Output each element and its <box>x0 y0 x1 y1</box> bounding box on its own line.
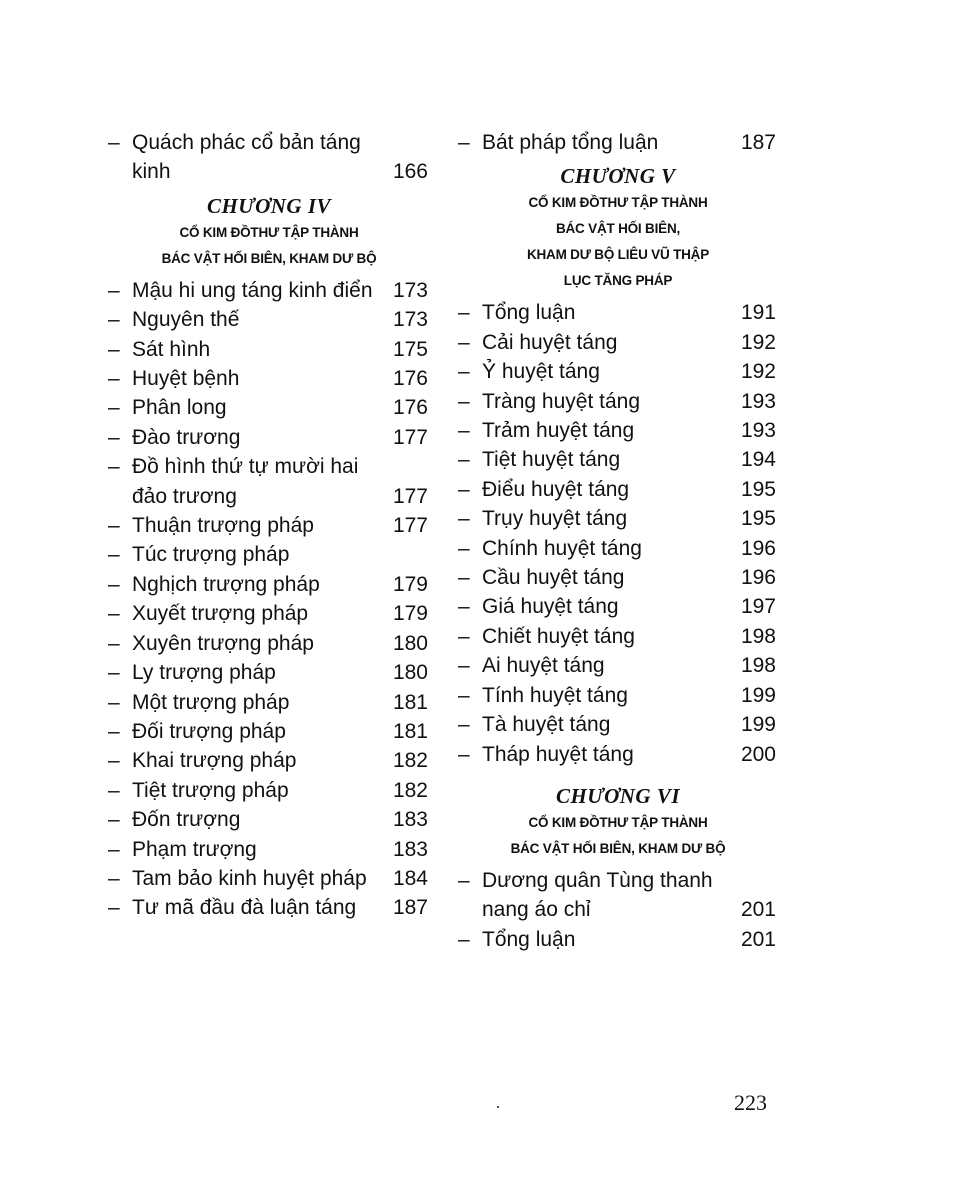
entry-page: 173 <box>392 308 428 332</box>
toc-entry <box>108 511 430 540</box>
entry-page: 176 <box>392 367 428 391</box>
entry-title: Trụy huyệt táng <box>482 507 628 531</box>
toc-entry <box>458 563 778 592</box>
dash: – <box>458 360 470 384</box>
entry-page: 201 <box>740 898 776 922</box>
entry-title: Tam bảo kinh huyệt pháp <box>132 866 367 890</box>
entry-title: Tư mã đầu đà luận táng <box>132 896 357 920</box>
entry-page: 183 <box>392 837 428 861</box>
entry-title: Tính huyệt táng <box>482 683 628 707</box>
dash: – <box>458 566 470 590</box>
toc-entry <box>108 540 430 569</box>
toc-entry <box>108 364 430 393</box>
entry-title: Chính huyệt táng <box>482 536 642 560</box>
toc-entry <box>458 592 778 621</box>
entry-page: 179 <box>392 602 428 626</box>
dash: – <box>458 713 470 737</box>
dash: – <box>458 448 470 472</box>
dash: – <box>108 602 120 626</box>
dash: – <box>108 896 120 920</box>
entry-page: 177 <box>392 514 428 538</box>
entry-title: Một trượng pháp <box>132 690 290 714</box>
entry-page: 195 <box>740 477 776 501</box>
toc-entry <box>108 658 430 687</box>
toc-entry <box>108 599 430 628</box>
toc-entry <box>458 651 778 680</box>
dash: – <box>108 749 120 773</box>
entry-title: Ai huyệt táng <box>482 654 605 678</box>
entry-page: 179 <box>392 572 428 596</box>
entry-page: 177 <box>392 425 428 449</box>
entry-title: Cầu huyệt táng <box>482 566 625 590</box>
entry-page: 194 <box>740 448 776 472</box>
dash: – <box>108 425 120 449</box>
toc-entry <box>108 717 430 746</box>
chapter-heading-iv <box>108 193 430 272</box>
entry-title: Tà huyệt táng <box>482 713 611 737</box>
dash: – <box>108 572 120 596</box>
dash: – <box>108 396 120 420</box>
dash: – <box>458 131 470 154</box>
entry-title: Tổng luận <box>482 301 576 325</box>
dash: – <box>108 808 120 832</box>
dash: – <box>108 278 120 302</box>
dash: – <box>458 389 470 413</box>
dash: – <box>108 367 120 391</box>
entry-page: 182 <box>392 749 428 773</box>
entry-page: 181 <box>392 719 428 743</box>
entry-title: Giá huyệt táng <box>482 595 619 619</box>
entry-title: Thuận trượng pháp <box>132 514 314 538</box>
chapter-heading-v <box>458 163 778 294</box>
entry-title: Đối trượng pháp <box>132 719 286 743</box>
entry-page: 176 <box>392 396 428 420</box>
entry-title: Túc trượng pháp <box>132 543 290 567</box>
entry-page: 182 <box>392 778 428 802</box>
chapter-subtitle-line: LỤC TĂNG PHÁP <box>563 273 673 289</box>
toc-entry <box>458 622 778 651</box>
toc-entry-list <box>458 298 778 769</box>
entry-page: 193 <box>740 419 776 443</box>
toc-entry <box>458 740 778 769</box>
entry-page: 187 <box>392 896 428 920</box>
entry-title: Cải huyệt táng <box>482 330 618 354</box>
entry-title: Huyệt bệnh <box>132 367 240 391</box>
entry-page: 198 <box>740 624 776 648</box>
toc-entry <box>458 925 778 954</box>
entry-page: 195 <box>740 507 776 531</box>
entry-title: Tiệt huyệt táng <box>482 448 621 472</box>
entry-page: 199 <box>740 683 776 707</box>
entry-title: Chiết huyệt táng <box>482 624 635 648</box>
chapter-subtitle-line: BÁC VẬT HỐI BIÊN, KHAM DƯ BỘ <box>510 840 726 856</box>
chapter-subtitle-line: KHAM DƯ BỘ LIÊU VŨ THẬP <box>526 247 710 263</box>
page-number: 223 <box>734 1090 767 1115</box>
chapter-subtitle-line: BÁC VẬT HỐI BIÊN, KHAM DƯ BỘ <box>161 250 377 266</box>
entry-title: Điểu huyệt táng <box>482 477 630 501</box>
dash: – <box>458 654 470 678</box>
dash: – <box>108 690 120 714</box>
entry-page: 166 <box>392 160 428 184</box>
entry-page: 199 <box>740 713 776 737</box>
toc-entry <box>108 746 430 775</box>
chapter-title: CHƯƠNG VI <box>555 783 681 808</box>
toc-left-column <box>108 128 430 923</box>
toc-entry <box>458 866 778 925</box>
scan-speck <box>497 1106 499 1108</box>
toc-entry <box>108 393 430 422</box>
dash: – <box>108 514 120 538</box>
dash: – <box>108 131 120 154</box>
entry-title: Xuyên trượng pháp <box>132 631 314 655</box>
toc-right-column <box>458 128 778 954</box>
entry-page: 180 <box>392 661 428 685</box>
toc-entry <box>458 328 778 357</box>
entry-title: Tràng huyệt táng <box>482 389 640 413</box>
dash: – <box>458 536 470 560</box>
dash: – <box>108 455 120 479</box>
toc-entry <box>458 504 778 533</box>
dash: – <box>108 837 120 861</box>
toc-entry-list <box>108 276 430 923</box>
entry-title: Ỷ huyệt táng <box>482 360 600 384</box>
chapter-subtitle-line: CỔ KIM ĐỒTHƯ TẬP THÀNH <box>528 195 708 211</box>
dash: – <box>108 308 120 332</box>
entry-page: 187 <box>740 131 776 154</box>
toc-entry <box>458 387 778 416</box>
dash: – <box>108 719 120 743</box>
entry-title: Dương quân Tùng thanh nang áo chỉ <box>482 868 713 922</box>
dash: – <box>458 927 470 951</box>
entry-page: 177 <box>392 484 428 508</box>
toc-entry <box>108 776 430 805</box>
entry-page: 198 <box>740 654 776 678</box>
toc-entry <box>458 710 778 739</box>
chapter-heading-vi <box>458 783 778 862</box>
chapter-subtitle-line: CỔ KIM ĐỒTHƯ TẬP THÀNH <box>528 814 708 830</box>
entry-page: 180 <box>392 631 428 655</box>
entry-page: 201 <box>740 927 776 951</box>
dash: – <box>458 507 470 531</box>
toc-entry <box>108 423 430 452</box>
entry-page: 181 <box>392 690 428 714</box>
chapter-subtitle-line: CỔ KIM ĐỒTHƯ TẬP THÀNH <box>179 224 359 240</box>
dash: – <box>458 868 470 892</box>
toc-entry <box>108 452 430 511</box>
dash: – <box>108 337 120 361</box>
toc-entry <box>108 805 430 834</box>
entry-title: Tiệt trượng pháp <box>132 778 289 802</box>
entry-title: Sát hình <box>132 337 211 361</box>
dash: – <box>458 683 470 707</box>
entry-title: Đồ hình thứ tự mười hai đảo trương <box>132 455 359 508</box>
dash: – <box>108 631 120 655</box>
entry-page: 193 <box>740 389 776 413</box>
toc-entry <box>458 445 778 474</box>
entry-title: Đốn trượng <box>132 808 241 832</box>
entry-title: Phạm trượng <box>132 837 257 861</box>
toc-entry <box>108 335 430 364</box>
chapter-title: CHƯƠNG IV <box>206 193 332 218</box>
entry-title: Phân long <box>132 396 227 420</box>
entry-title: Tháp huyệt táng <box>482 742 634 766</box>
entry-page: 196 <box>740 566 776 590</box>
dash: – <box>458 301 470 325</box>
toc-entry <box>108 864 430 893</box>
toc-entry <box>108 276 430 305</box>
entry-page: 175 <box>392 337 428 361</box>
dash: – <box>108 778 120 802</box>
entry-page: 196 <box>740 536 776 560</box>
entry-page: 191 <box>740 301 776 325</box>
toc-entry <box>108 128 430 187</box>
dash: – <box>108 866 120 890</box>
entry-page: 192 <box>740 360 776 384</box>
entry-page: 173 <box>392 278 428 302</box>
toc-entry <box>458 357 778 386</box>
dash: – <box>458 624 470 648</box>
entry-title: Khai trượng pháp <box>132 749 297 773</box>
entry-page: 200 <box>740 742 776 766</box>
entry-title: Đào trương <box>132 425 241 449</box>
toc-entry <box>458 416 778 445</box>
entry-page: 192 <box>740 330 776 354</box>
toc-entry <box>108 893 430 922</box>
toc-entry <box>458 534 778 563</box>
entry-title: Ly trượng pháp <box>132 661 276 685</box>
toc-entry <box>108 835 430 864</box>
toc-entry <box>458 475 778 504</box>
toc-entry <box>458 298 778 327</box>
toc-entry <box>458 681 778 710</box>
entry-page: 184 <box>392 866 428 890</box>
toc-entry <box>108 629 430 658</box>
toc-entry-list <box>458 866 778 954</box>
entry-title: Tổng luận <box>482 927 576 951</box>
entry-title: Nghịch trượng pháp <box>132 572 320 596</box>
toc-entry <box>458 128 778 157</box>
entry-title: Nguyên thế <box>132 308 240 332</box>
chapter-title: CHƯƠNG V <box>560 164 676 189</box>
entry-title: Mậu hi ung táng kinh điển <box>132 278 373 302</box>
toc-entry <box>108 570 430 599</box>
dash: – <box>458 330 470 354</box>
chapter-subtitle-line: BÁC VẬT HỐI BIÊN, <box>555 221 681 237</box>
dash: – <box>458 477 470 501</box>
toc-entry <box>108 688 430 717</box>
dash: – <box>108 543 120 567</box>
entry-title: Trảm huyệt táng <box>482 419 635 443</box>
entry-title: Bát pháp tổng luận <box>482 131 659 154</box>
dash: – <box>458 419 470 443</box>
entry-page: 183 <box>392 808 428 832</box>
entry-page: 197 <box>740 595 776 619</box>
dash: – <box>108 661 120 685</box>
dash: – <box>458 742 470 766</box>
toc-entry <box>108 305 430 334</box>
dash: – <box>458 595 470 619</box>
entry-title: Xuyết trượng pháp <box>132 602 309 626</box>
entry-title: Quách phác cổ bản táng kinh <box>132 131 361 184</box>
